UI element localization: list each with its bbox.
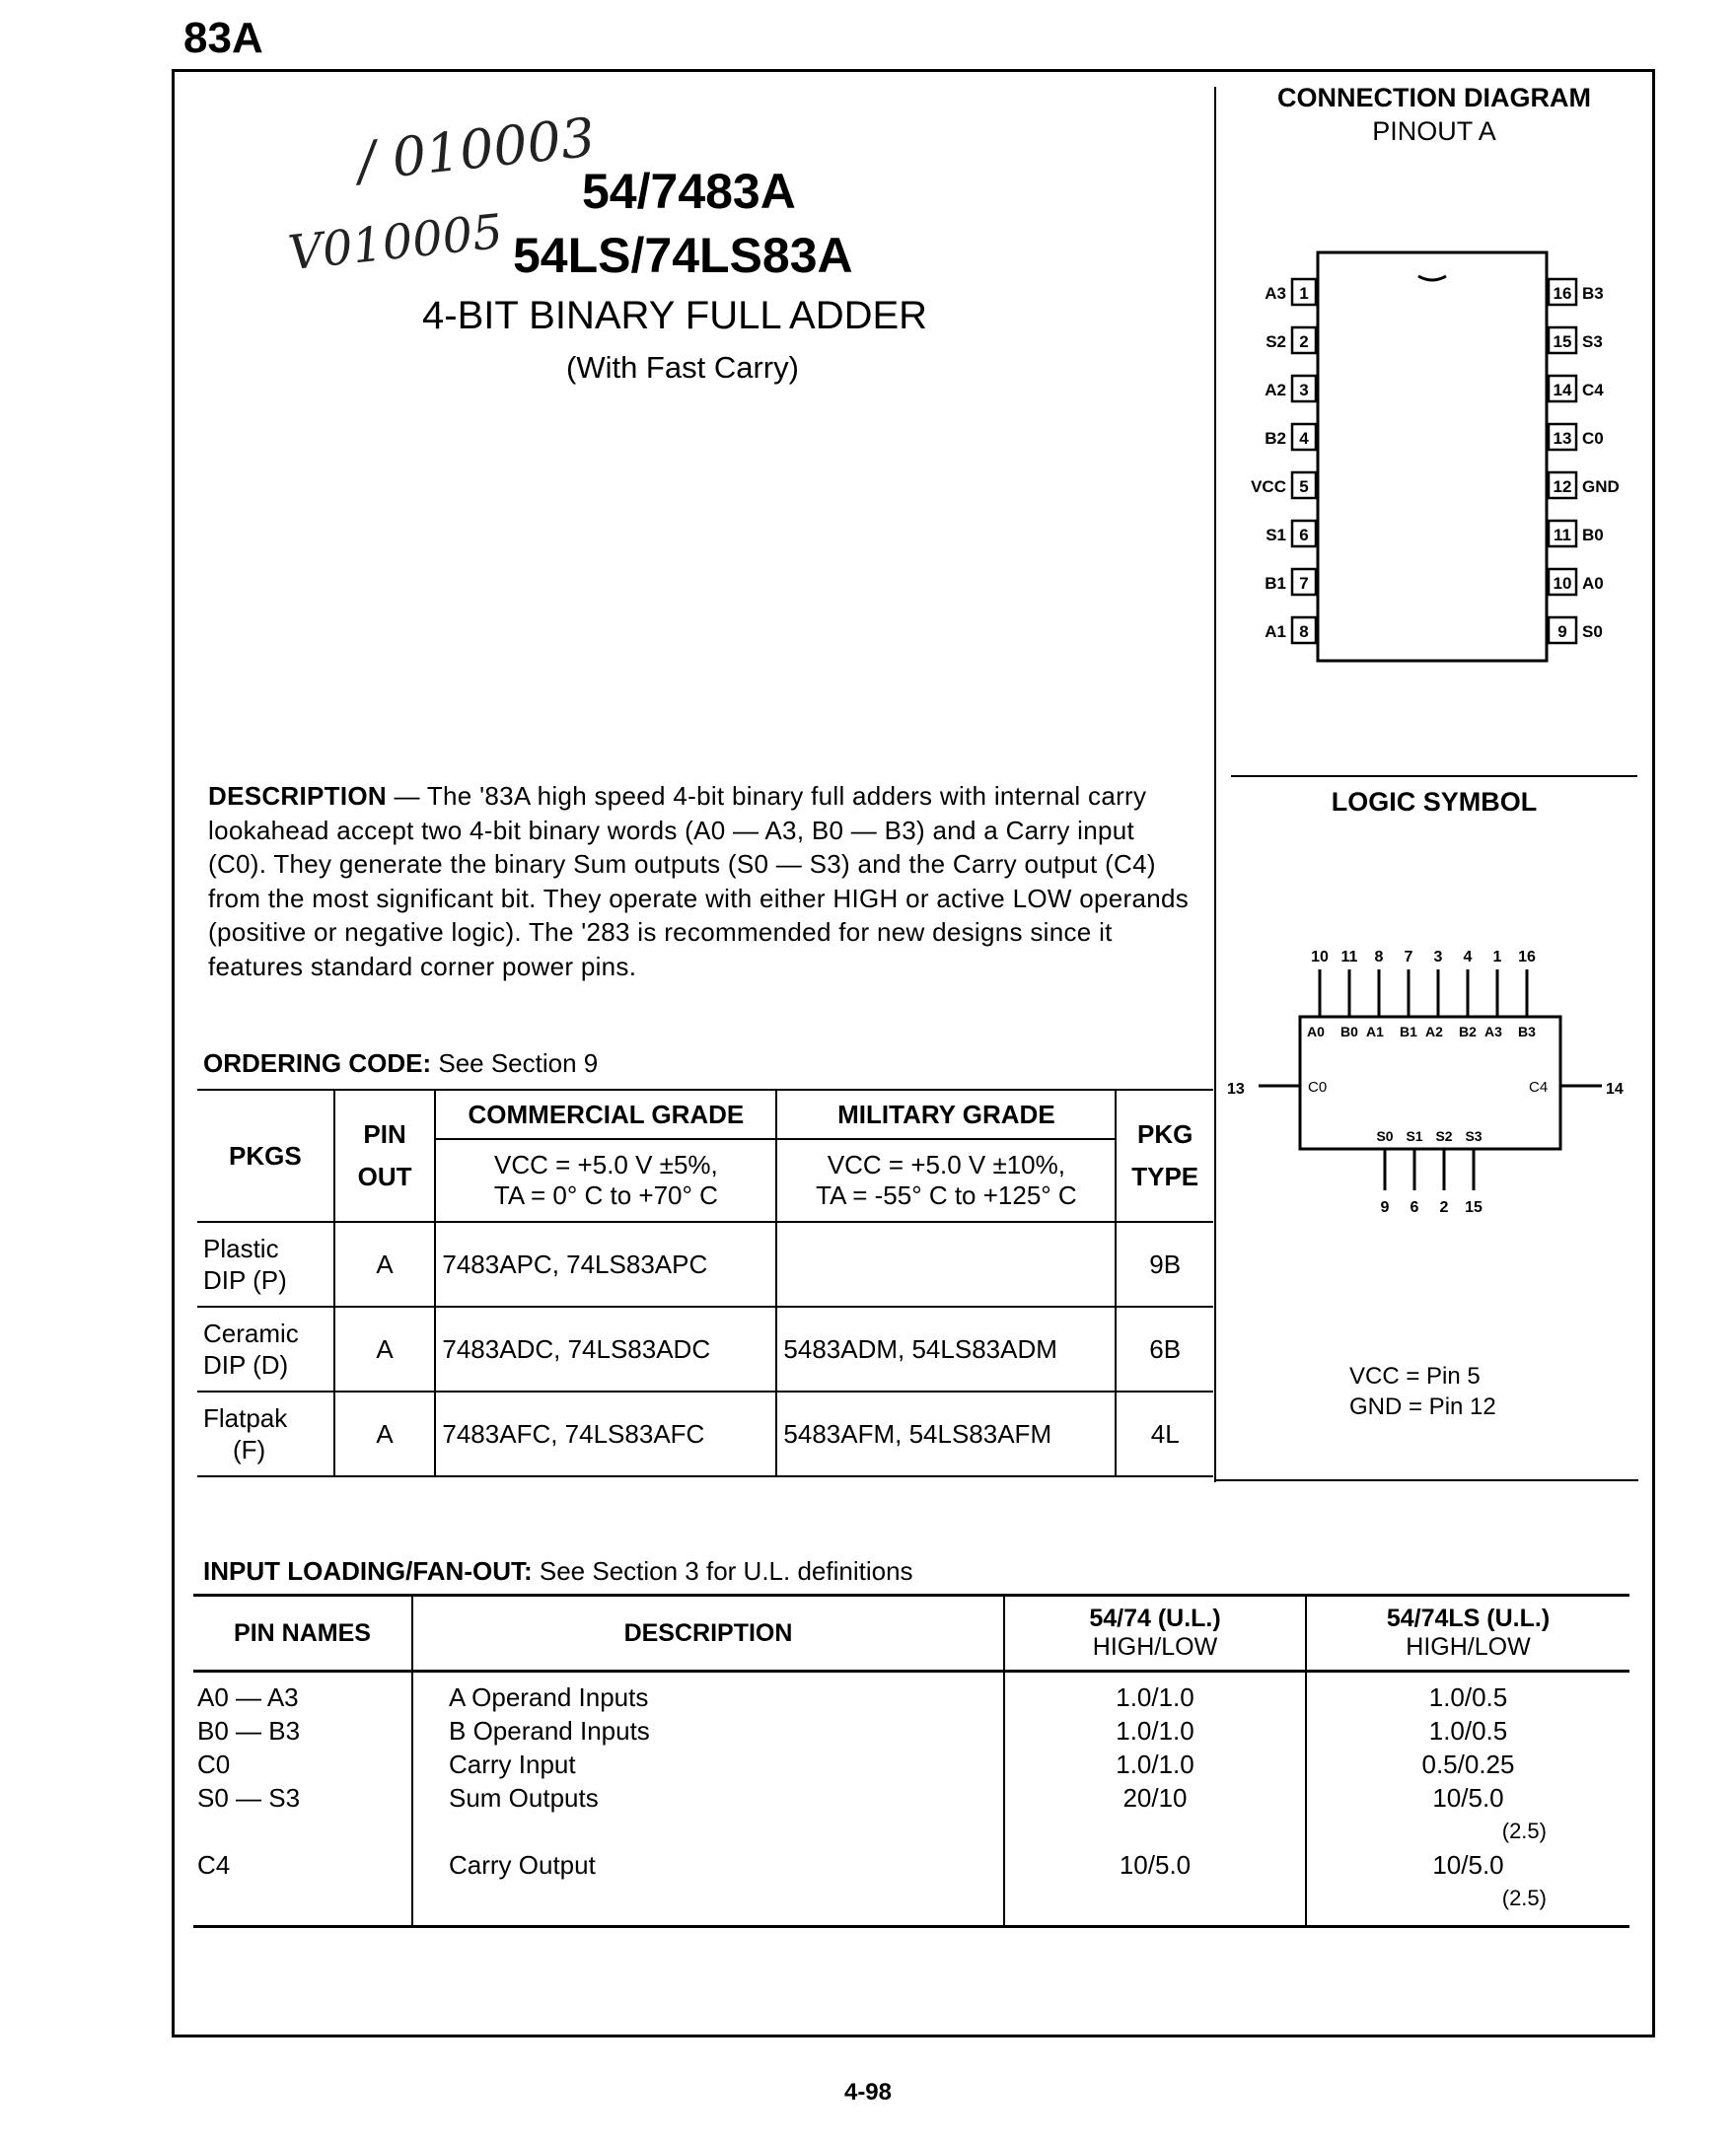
pin-number: 6	[1299, 526, 1309, 544]
pin-number: 8	[1299, 622, 1309, 641]
pin-label: S0	[1582, 622, 1603, 641]
logic-right-label: C4	[1529, 1079, 1549, 1096]
pin-number: 10	[1553, 574, 1572, 593]
part-number-primary: 54/7483A	[582, 164, 796, 219]
input-pin-number: 16	[1518, 949, 1536, 965]
col-pin-out: PIN OUT	[334, 1090, 436, 1222]
pin-label: A2	[1265, 381, 1286, 399]
input-loading-table	[193, 1594, 1629, 1928]
input-label: B0	[1340, 1024, 1358, 1039]
input-label: A1	[1366, 1024, 1384, 1039]
input-pin-number: 1	[1492, 949, 1502, 965]
col-military: MILITARY GRADE	[776, 1090, 1116, 1139]
table-row: S0 — S3 Sum Outputs 20/10 10/5.0 (2.5)	[193, 1781, 1629, 1848]
pin-label: A0	[1582, 574, 1604, 593]
input-loading-heading	[203, 1556, 913, 1587]
logic-symbol	[1223, 932, 1637, 1228]
input-loading-label: INPUT LOADING/FAN-OUT:	[203, 1556, 533, 1586]
col-ls-ul: 54/74LS (U.L.) HIGH/LOW	[1306, 1596, 1629, 1672]
pin-label: B1	[1265, 574, 1286, 593]
pin-label: A3	[1265, 284, 1286, 303]
pin-label: A1	[1265, 622, 1286, 641]
logic-left-label: C0	[1308, 1079, 1328, 1096]
pin-number: 15	[1553, 332, 1572, 351]
pin-number: 16	[1553, 284, 1572, 303]
logic-right-pin: 14	[1606, 1081, 1624, 1098]
table-row: B0 — B3 B Operand Inputs 1.0/1.0 1.0/0.5	[193, 1714, 1629, 1748]
table-row: C0 Carry Input 1.0/1.0 0.5/0.25	[193, 1748, 1629, 1781]
col-pin-names: PIN NAMES	[193, 1596, 412, 1672]
pin-label: B0	[1582, 526, 1604, 544]
pin-number: 3	[1299, 381, 1309, 399]
description-text: — The '83A high speed 4-bit binary full adders with internal carry lookahead accept two 4-bit binary words (A0 — A3, B0 — B3) and a Carry input (C0). They generate the binary Sum outputs (S0 — S3) and the Carry output (C4) from the most significant bit. They operate with either HIGH or active LOW operands (positive or negative logic). The '283 is recommended for new designs since it features standard corner power pins.	[208, 781, 1190, 981]
input-label: B1	[1400, 1024, 1417, 1039]
table-row: A0 — A3 A Operand Inputs 1.0/1.0 1.0/0.5	[193, 1672, 1629, 1715]
ic-body	[1318, 252, 1547, 661]
logic-symbol-title: LOGIC SYMBOL	[1331, 787, 1538, 817]
pin-label: B3	[1582, 284, 1604, 303]
table-row: Plastic DIP (P) A 7483APC, 74LS83APC 9B	[197, 1222, 1213, 1307]
output-label: S1	[1406, 1128, 1423, 1144]
col-pkg-type: PKG TYPE	[1116, 1090, 1213, 1222]
pin-label: C4	[1582, 381, 1604, 399]
output-pin-number: 2	[1439, 1199, 1449, 1216]
table-row: Flatpak (F) A 7483AFC, 74LS83AFC 5483AFM, 54LS83AFM 4L	[197, 1392, 1213, 1476]
output-pin-number: 9	[1380, 1199, 1390, 1216]
pin-number: 13	[1553, 429, 1572, 448]
input-pin-number: 3	[1433, 949, 1443, 965]
pin-number: 12	[1553, 477, 1572, 496]
power-note: VCC = Pin 5 GND = Pin 12	[1349, 1363, 1496, 1420]
page-tag: 83A	[183, 14, 263, 62]
input-label: A3	[1484, 1024, 1502, 1039]
page-number: 4-98	[843, 2079, 893, 2106]
input-label: B3	[1518, 1024, 1536, 1039]
input-pin-number: 4	[1463, 949, 1473, 965]
col-commercial: COMMERCIAL GRADE	[435, 1090, 776, 1139]
output-label: S3	[1465, 1128, 1483, 1144]
input-label: A2	[1425, 1024, 1443, 1039]
input-pin-number: 8	[1374, 949, 1384, 965]
input-pin-number: 7	[1404, 949, 1413, 965]
output-label: S0	[1376, 1128, 1394, 1144]
pin-label: B2	[1265, 429, 1286, 448]
connection-diagram-title: CONNECTION DIAGRAM	[1277, 83, 1591, 112]
ordering-code-label: ORDERING CODE:	[203, 1048, 432, 1078]
right-section-divider	[1231, 775, 1637, 777]
table-row: Ceramic DIP (D) A 7483ADC, 74LS83ADC 5483ADM, 54LS83ADM 6B	[197, 1307, 1213, 1392]
handwritten-note-2: V010005	[285, 203, 506, 282]
pin-number: 9	[1557, 622, 1567, 641]
output-pin-number: 15	[1465, 1199, 1483, 1216]
part-number-secondary: 54LS/74LS83A	[513, 228, 853, 283]
commercial-conditions: VCC = +5.0 V ±5%, TA = 0° C to +70° C	[435, 1139, 776, 1222]
input-label: A0	[1307, 1024, 1325, 1039]
pin-number: 5	[1299, 477, 1309, 496]
ic-notch	[1418, 276, 1446, 280]
ordering-code-ref: See Section 9	[431, 1048, 599, 1078]
col-description: DESCRIPTION	[412, 1596, 1004, 1672]
pin-number: 11	[1554, 526, 1571, 544]
pin-label: C0	[1582, 429, 1604, 448]
pin-label: GND	[1582, 477, 1620, 496]
ordering-table	[197, 1089, 1213, 1477]
input-pin-number: 11	[1340, 949, 1358, 965]
logic-left-pin: 13	[1227, 1081, 1245, 1098]
pin-number: 1	[1299, 284, 1309, 303]
col-pkgs: PKGS	[197, 1090, 334, 1222]
output-label: S2	[1435, 1128, 1453, 1144]
output-pin-number: 6	[1410, 1199, 1419, 1216]
pin-number: 4	[1299, 429, 1309, 448]
pin-number: 14	[1553, 381, 1572, 399]
input-pin-number: 10	[1311, 949, 1329, 965]
input-loading-ref: See Section 3 for U.L. definitions	[532, 1556, 913, 1586]
connection-diagram-subtitle: PINOUT A	[1372, 116, 1496, 146]
pin-label: S2	[1266, 332, 1286, 351]
table-bottom-extension	[1214, 1479, 1638, 1481]
col-std-ul: 54/74 (U.L.) HIGH/LOW	[1004, 1596, 1306, 1672]
device-subtitle: (With Fast Carry)	[566, 350, 799, 385]
description-label: DESCRIPTION	[208, 781, 387, 811]
pin-label: VCC	[1251, 477, 1286, 496]
input-label: B2	[1459, 1024, 1477, 1039]
column-divider	[1214, 87, 1216, 1482]
pin-number: 2	[1299, 332, 1309, 351]
device-name: 4-BIT BINARY FULL ADDER	[422, 294, 928, 337]
description	[208, 779, 1194, 983]
pin-label: S3	[1582, 332, 1603, 351]
pin-number: 7	[1299, 574, 1309, 593]
military-conditions: VCC = +5.0 V ±10%, TA = -55° C to +125° C	[776, 1139, 1116, 1222]
pinout-diagram	[1231, 237, 1637, 671]
table-row: C4 Carry Output 10/5.0 10/5.0 (2.5)	[193, 1848, 1629, 1927]
handwritten-note-1: / 010003	[354, 106, 599, 193]
ordering-code-heading	[203, 1048, 598, 1079]
pin-label: S1	[1266, 526, 1286, 544]
